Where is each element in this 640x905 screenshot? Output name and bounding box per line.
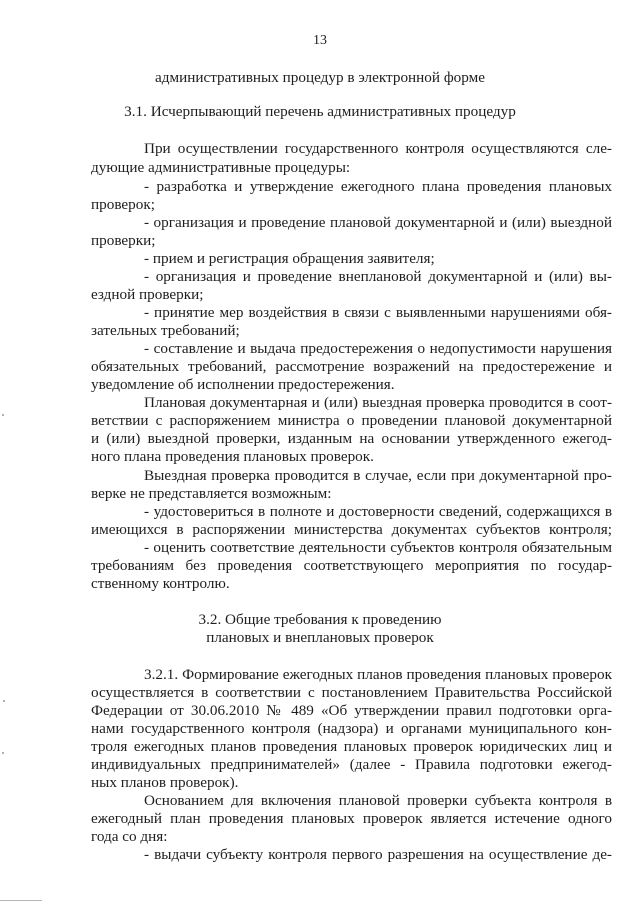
list-item-line: - оценить соответствие деятельности субъектов контроля обязательным (144, 539, 612, 556)
paragraph-line: верке не представляется возможным: (91, 485, 332, 502)
section-3-2-title-line-2: плановых и внеплановых проверок (206, 629, 434, 646)
paragraph-line: Выездная проверка проводится в случае, если при документарной про- (144, 467, 612, 484)
paragraph-line: Основанием для включения плановой проверки субъекта контроля в (144, 792, 612, 809)
list-item-line: - организация и проведение внеплановой документарной и (или) вы- (144, 268, 612, 285)
paragraph-line: Плановая документарная и (или) выездная проверка проводится в соот- (144, 394, 612, 411)
list-item-line: - выдачи субъекту контроля первого разрешения на осуществление де- (144, 846, 612, 863)
paragraph-line: троля ежегодных планов проведения плановых проверок юридических лиц и (91, 738, 612, 755)
paragraph-line: осуществляется в соответствии с постановлением Правительства Российской (91, 684, 612, 701)
scan-speck (2, 414, 4, 416)
paragraph-line: ежегодный план проведения плановых проверок является истечение одного (91, 810, 612, 827)
paragraph-line: 3.2.1. Формирование ежегодных планов проведения плановых проверок (144, 666, 612, 683)
scan-edge-line (0, 900, 42, 901)
scan-speck (3, 700, 5, 702)
paragraph-line: ного плана проведения плановых проверок. (91, 448, 374, 465)
list-item-line: зательных требований; (91, 322, 240, 339)
list-item-line: - прием и регистрация обращения заявителя; (144, 250, 435, 267)
list-item-line: - удостовериться в полноте и достоверности сведений, содержащихся в (144, 503, 612, 520)
list-item-line: ственному контролю. (91, 575, 230, 592)
section-3-2-title-line-1: 3.2. Общие требования к проведению (198, 611, 442, 628)
header-continuation-line: административных процедур в электронной форме (155, 69, 485, 86)
list-item-line: ездной проверки; (91, 286, 204, 303)
list-item-line: обязательных требований, рассмотрение возражений на предостережение и (91, 358, 612, 375)
list-item-line: - принятие мер воздействия в связи с выявленными нарушениями обя- (144, 304, 612, 321)
paragraph-line: индивидуальных предпринимателей» (далее - Правила подготовки ежегод- (91, 756, 612, 773)
page-number: 13 (313, 33, 327, 48)
paragraph-line: При осуществлении государственного контроля осуществляются сле- (144, 140, 612, 157)
list-item-line: имеющихся в распоряжении министерства документах субъектов контроля; (91, 521, 612, 538)
section-3-1-title: 3.1. Исчерпывающий перечень административных процедур (124, 103, 516, 120)
paragraph-line: года со дня: (91, 828, 168, 845)
list-item-line: уведомление об исполнении предостережения. (91, 376, 395, 393)
paragraph-line: Федерации от 30.06.2010 № 489 «Об утверждении правил подготовки орга- (91, 702, 612, 719)
paragraph-line: нами государственного контроля (надзора) и органами муниципального кон- (91, 720, 612, 737)
paragraph-line: ных планов проверок). (91, 774, 239, 791)
list-item-line: проверок; (91, 196, 155, 213)
list-item-line: требованиям без проведения соответствующего мероприятия по государ- (91, 557, 612, 574)
list-item-line: - составление и выдача предостережения о недопустимости нарушения (144, 340, 612, 357)
paragraph-line: ветствии с распоряжением министра о проведении плановой документарной (91, 412, 612, 429)
paragraph-line: дующие административные процедуры: (91, 159, 351, 176)
list-item-line: проверки; (91, 232, 156, 249)
list-item-line: - организация и проведение плановой документарной и (или) выездной (144, 214, 612, 231)
scan-speck (2, 752, 4, 754)
paragraph-line: и (или) выездной проверки, изданным на основании утвержденного ежегод- (91, 430, 612, 447)
list-item-line: - разработка и утверждение ежегодного плана проведения плановых (144, 178, 612, 195)
